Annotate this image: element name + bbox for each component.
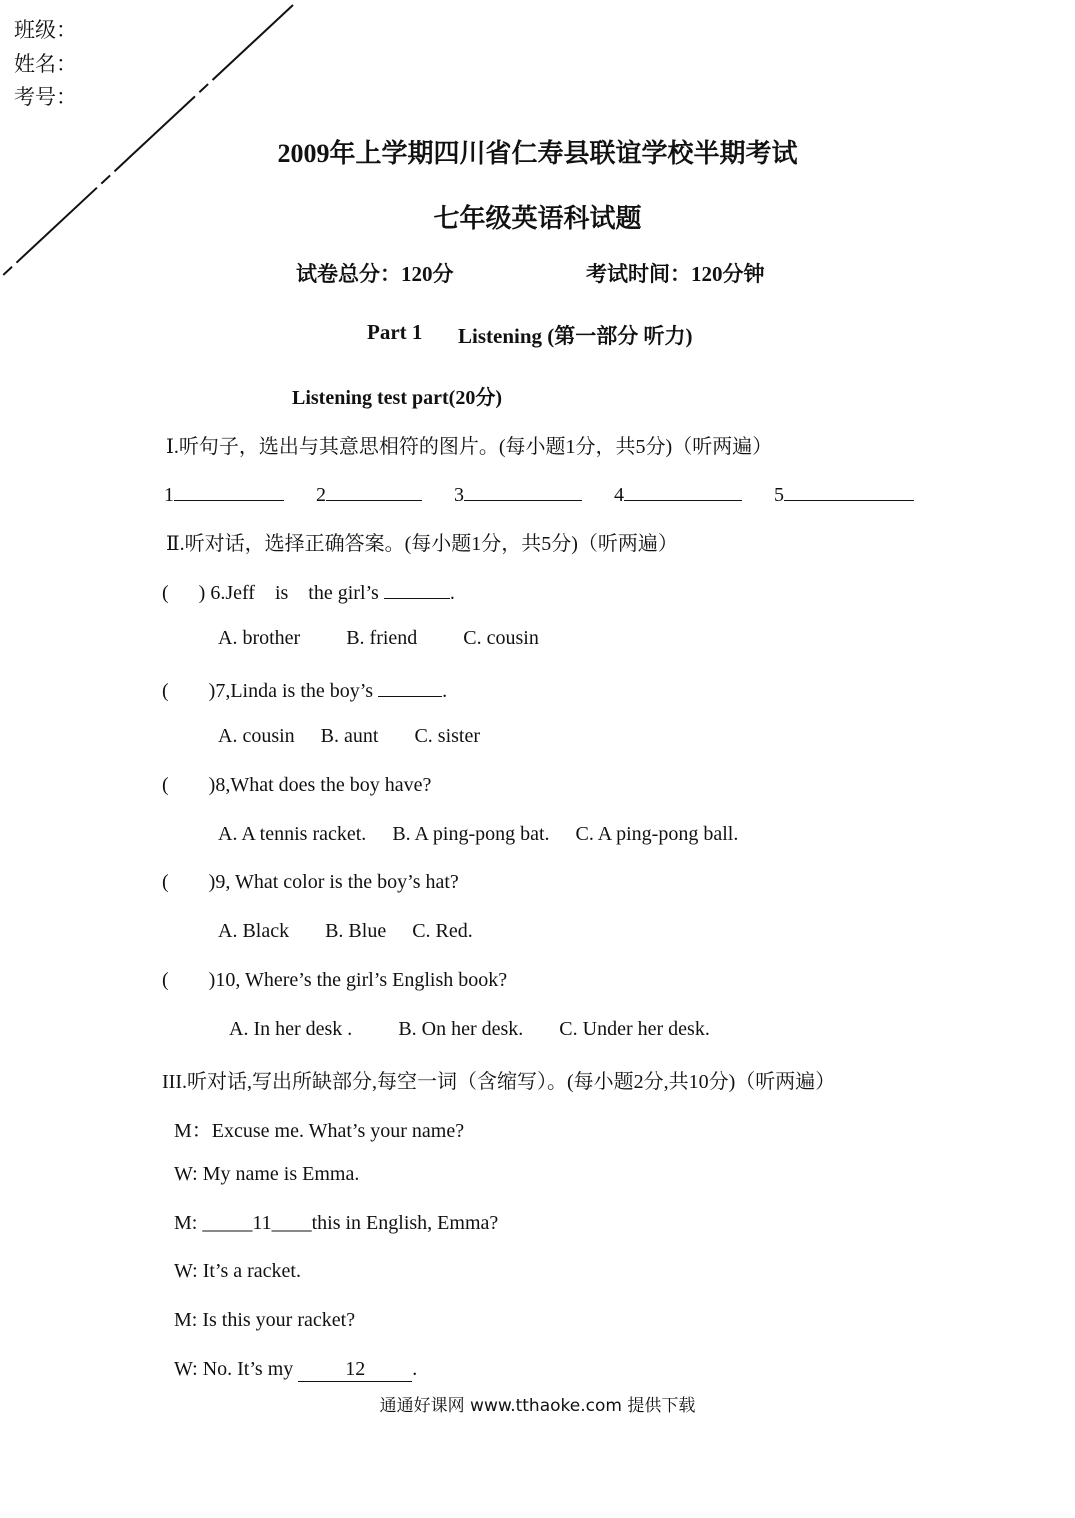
answer-number: 5 xyxy=(774,484,784,506)
question-9-options xyxy=(218,920,473,943)
answer-number: 4 xyxy=(614,484,624,506)
option[interactable]: A. brother xyxy=(218,627,301,649)
question-10-options xyxy=(229,1018,710,1041)
section2-instruction: Ⅱ.听对话，选择正确答案。(每小题1分，共5分)（听两遍） xyxy=(166,533,678,555)
answer-blank[interactable] xyxy=(384,578,450,599)
option[interactable]: A. cousin xyxy=(218,725,295,747)
option[interactable]: B. A ping-pong bat. xyxy=(392,823,550,845)
dialogue-end: . xyxy=(412,1358,418,1380)
question-9 xyxy=(162,871,459,894)
option[interactable]: A. In her desk . xyxy=(229,1018,353,1040)
option[interactable]: B. aunt xyxy=(320,725,379,747)
option[interactable]: C. sister xyxy=(414,725,481,747)
dialogue-line: M: _____11____this in English, Emma? xyxy=(174,1212,499,1234)
part-label: Part 1 xyxy=(367,320,423,344)
dialogue-text: W: No. It’s my xyxy=(174,1358,294,1380)
question-10 xyxy=(162,969,507,992)
exam-subtitle: 七年级英语科试题 xyxy=(433,204,642,233)
question-end: . xyxy=(449,582,455,604)
answer-blank[interactable] xyxy=(624,480,742,501)
section3-instruction: III.听对话,写出所缺部分,每空一词（含缩写）。(每小题2分,共10分)（听两遍） xyxy=(162,1071,836,1093)
question-stem: 8,What does the boy have? xyxy=(215,774,432,796)
answer-parenthesis[interactable]: ( ) xyxy=(162,871,216,893)
option[interactable]: A. Black xyxy=(218,920,290,942)
question-end: . xyxy=(442,680,448,702)
section1-instruction: Ⅰ.听句子，选出与其意思相符的图片。(每小题1分，共5分)（听两遍） xyxy=(166,436,773,458)
option[interactable]: C. A ping-pong ball. xyxy=(575,823,739,845)
dialogue-line: M: Is this your racket? xyxy=(174,1309,356,1331)
option[interactable]: C. Red. xyxy=(412,920,473,942)
dialogue-line: M：Excuse me. What’s your name? xyxy=(174,1120,465,1142)
total-score: 试卷总分：120分 xyxy=(296,262,454,286)
answer-number: 2 xyxy=(316,484,326,506)
question-stem: 10, Where’s the girl’s English book? xyxy=(215,969,508,991)
question-8-options xyxy=(218,823,738,846)
question-7-options xyxy=(218,725,480,748)
part-name: Listening (第一部分 听力) xyxy=(458,324,693,348)
dialogue-line-last xyxy=(174,1358,417,1382)
section1-answer-row xyxy=(164,480,914,507)
question-6 xyxy=(162,578,455,605)
option[interactable]: B. friend xyxy=(346,627,418,649)
blank-number: 12 xyxy=(345,1358,366,1380)
name-label: 姓名： xyxy=(14,52,77,76)
question-stem: 7,Linda is the boy’s xyxy=(215,680,374,702)
exam-title: 2009年上学期四川省仁寿县联谊学校半期考试 xyxy=(277,139,798,168)
option[interactable]: C. Under her desk. xyxy=(559,1018,710,1040)
answer-parenthesis[interactable]: ( ) xyxy=(162,680,216,702)
question-stem: 6.Jeff is the girl’s xyxy=(210,582,379,604)
answer-blank[interactable] xyxy=(464,480,582,501)
exam-number-label: 考号： xyxy=(14,85,77,109)
answer-number: 1 xyxy=(164,484,174,506)
dialogue-line: W: It’s a racket. xyxy=(174,1260,301,1282)
option[interactable]: B. Blue xyxy=(325,920,387,942)
answer-blank[interactable] xyxy=(784,480,914,501)
question-7 xyxy=(162,676,447,703)
answer-parenthesis[interactable]: ( ) xyxy=(162,582,206,604)
question-8 xyxy=(162,774,431,797)
answer-number: 3 xyxy=(454,484,464,506)
footer-credit: 通通好课网 www.tthaoke.com 提供下载 xyxy=(379,1396,696,1416)
question-stem: 9, What color is the boy’s hat? xyxy=(215,871,459,893)
answer-blank[interactable] xyxy=(174,480,284,501)
answer-parenthesis[interactable]: ( ) xyxy=(162,774,216,796)
answer-blank[interactable] xyxy=(326,480,422,501)
dialogue-line: W: My name is Emma. xyxy=(174,1163,360,1185)
option[interactable]: A. A tennis racket. xyxy=(218,823,367,845)
answer-blank[interactable] xyxy=(378,676,442,697)
option[interactable]: B. On her desk. xyxy=(398,1018,524,1040)
class-label: 班级： xyxy=(14,18,77,42)
answer-parenthesis[interactable]: ( ) xyxy=(162,969,216,991)
exam-time: 考试时间：120分钟 xyxy=(586,262,765,286)
question-6-options xyxy=(218,627,539,650)
answer-blank-12[interactable] xyxy=(298,1358,412,1382)
option[interactable]: C. cousin xyxy=(463,627,539,649)
section-title: Listening test part(20分) xyxy=(292,387,502,409)
